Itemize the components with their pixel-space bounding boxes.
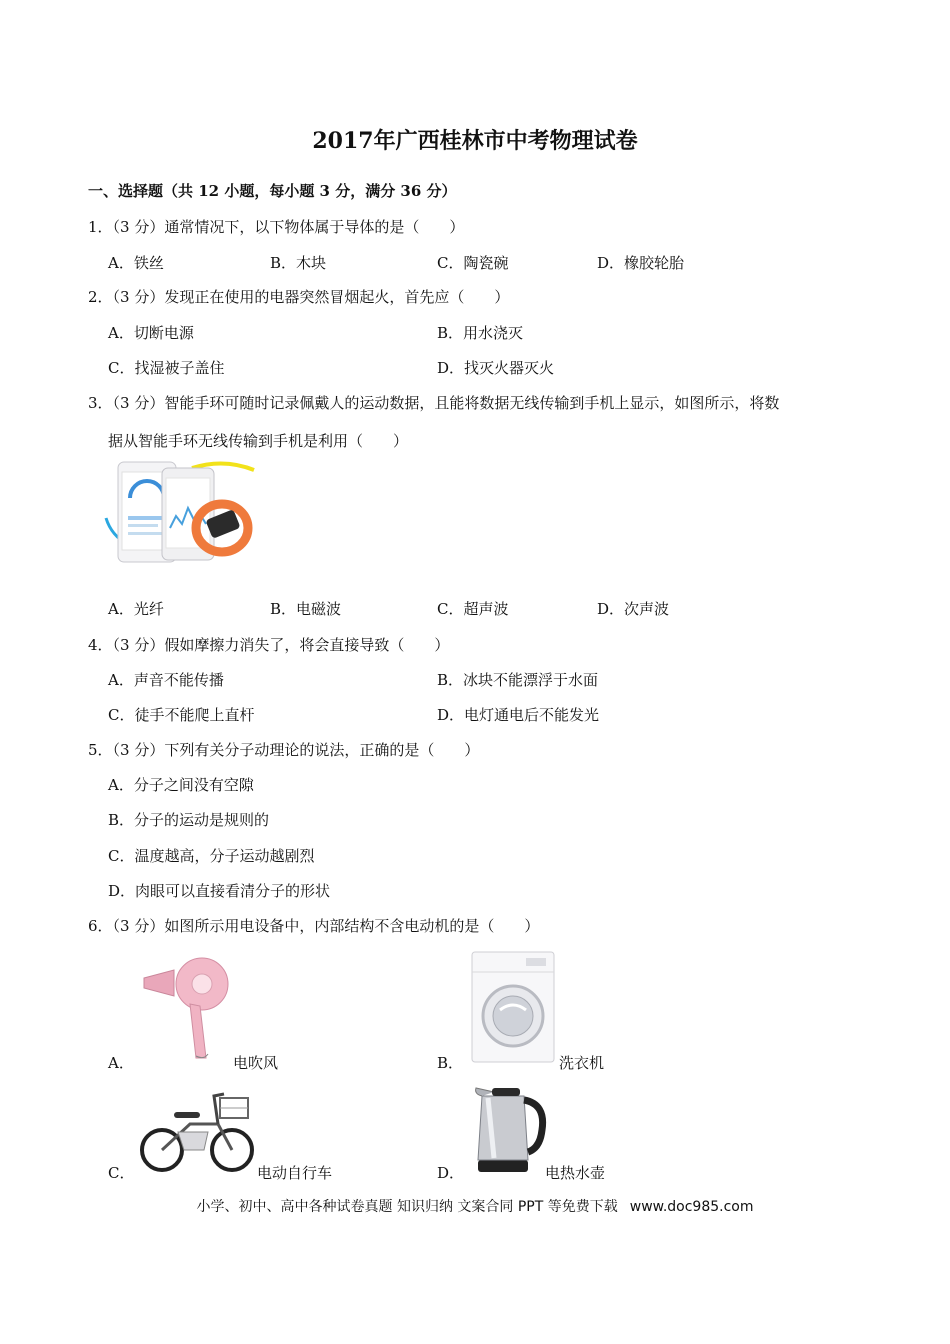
q3-option-a: A．光纤 — [108, 600, 164, 618]
q6-option-c-letter: C． — [108, 1164, 135, 1182]
q5-option-c: C．温度越高，分子运动越剧烈 — [108, 847, 315, 865]
footer-text: 小学、初中、高中各种试卷真题 知识归纳 文案合同 PPT 等免费下载 — [196, 1199, 618, 1215]
electric-kettle-image — [472, 1084, 548, 1176]
q4-option-c: C．徒手不能爬上直杆 — [108, 706, 255, 724]
q2-option-a: A．切断电源 — [108, 324, 194, 342]
q1-option-a: A．铁丝 — [108, 254, 164, 272]
q6-option-b-letter: B． — [437, 1054, 464, 1072]
q5-option-d: D．肉眼可以直接看清分子的形状 — [108, 882, 331, 900]
q5-option-b: B．分子的运动是规则的 — [108, 811, 270, 829]
q6-option-a-label: 电吹风 — [233, 1054, 279, 1072]
q6-option-a-letter: A． — [108, 1054, 134, 1072]
hair-dryer-image — [134, 956, 234, 1060]
q2-option-d: D．找灭火器灭火 — [437, 359, 555, 377]
smart-band-phone-image — [104, 458, 256, 566]
q3-option-d: D．次声波 — [597, 600, 670, 618]
q1-option-b: B．木块 — [270, 254, 327, 272]
q4-option-d: D．电灯通电后不能发光 — [437, 706, 600, 724]
question-6-stem: 6．（3 分）如图所示用电设备中，内部结构不含电动机的是（ ） — [88, 917, 540, 935]
question-5-stem: 5．（3 分）下列有关分子动理论的说法，正确的是（ ） — [88, 741, 480, 759]
q6-option-d-letter: D． — [437, 1164, 465, 1182]
q2-option-b: B．用水浇灭 — [437, 324, 524, 342]
section-heading: 一、选择题（共 12 小题，每小题 3 分，满分 36 分） — [88, 182, 457, 200]
q1-option-d: D．橡胶轮胎 — [597, 254, 685, 272]
q3-option-c: C．超声波 — [437, 600, 509, 618]
q1-option-c: C．陶瓷碗 — [437, 254, 509, 272]
question-4-stem: 4．（3 分）假如摩擦力消失了，将会直接导致（ ） — [88, 636, 450, 654]
footer-url[interactable]: www.doc985.com — [629, 1199, 754, 1215]
q6-option-b-label: 洗衣机 — [559, 1054, 605, 1072]
q5-option-a: A．分子之间没有空隙 — [108, 776, 254, 794]
question-2-stem: 2．（3 分）发现正在使用的电器突然冒烟起火，首先应（ ） — [88, 288, 510, 306]
q4-option-b: B．冰块不能漂浮于水面 — [437, 671, 599, 689]
washing-machine-image — [470, 950, 556, 1064]
page-title: 2017年广西桂林市中考物理试卷 — [312, 128, 638, 154]
question-3-stem-line2: 据从智能手环无线传输到手机是利用（ ） — [108, 432, 409, 450]
q3-option-b: B．电磁波 — [270, 600, 342, 618]
question-3-stem-line1: 3．（3 分）智能手环可随时记录佩戴人的运动数据，且能将数据无线传输到手机上显示，如图所示，将数 — [88, 394, 780, 412]
page-footer — [0, 1196, 950, 1216]
q2-option-c: C．找湿被子盖住 — [108, 359, 225, 377]
electric-bicycle-image — [138, 1084, 254, 1176]
question-1-stem: 1．（3 分）通常情况下，以下物体属于导体的是（ ） — [88, 218, 465, 236]
q6-option-c-label: 电动自行车 — [257, 1164, 333, 1182]
q4-option-a: A．声音不能传播 — [108, 671, 224, 689]
q6-option-d-label: 电热水壶 — [545, 1164, 606, 1182]
